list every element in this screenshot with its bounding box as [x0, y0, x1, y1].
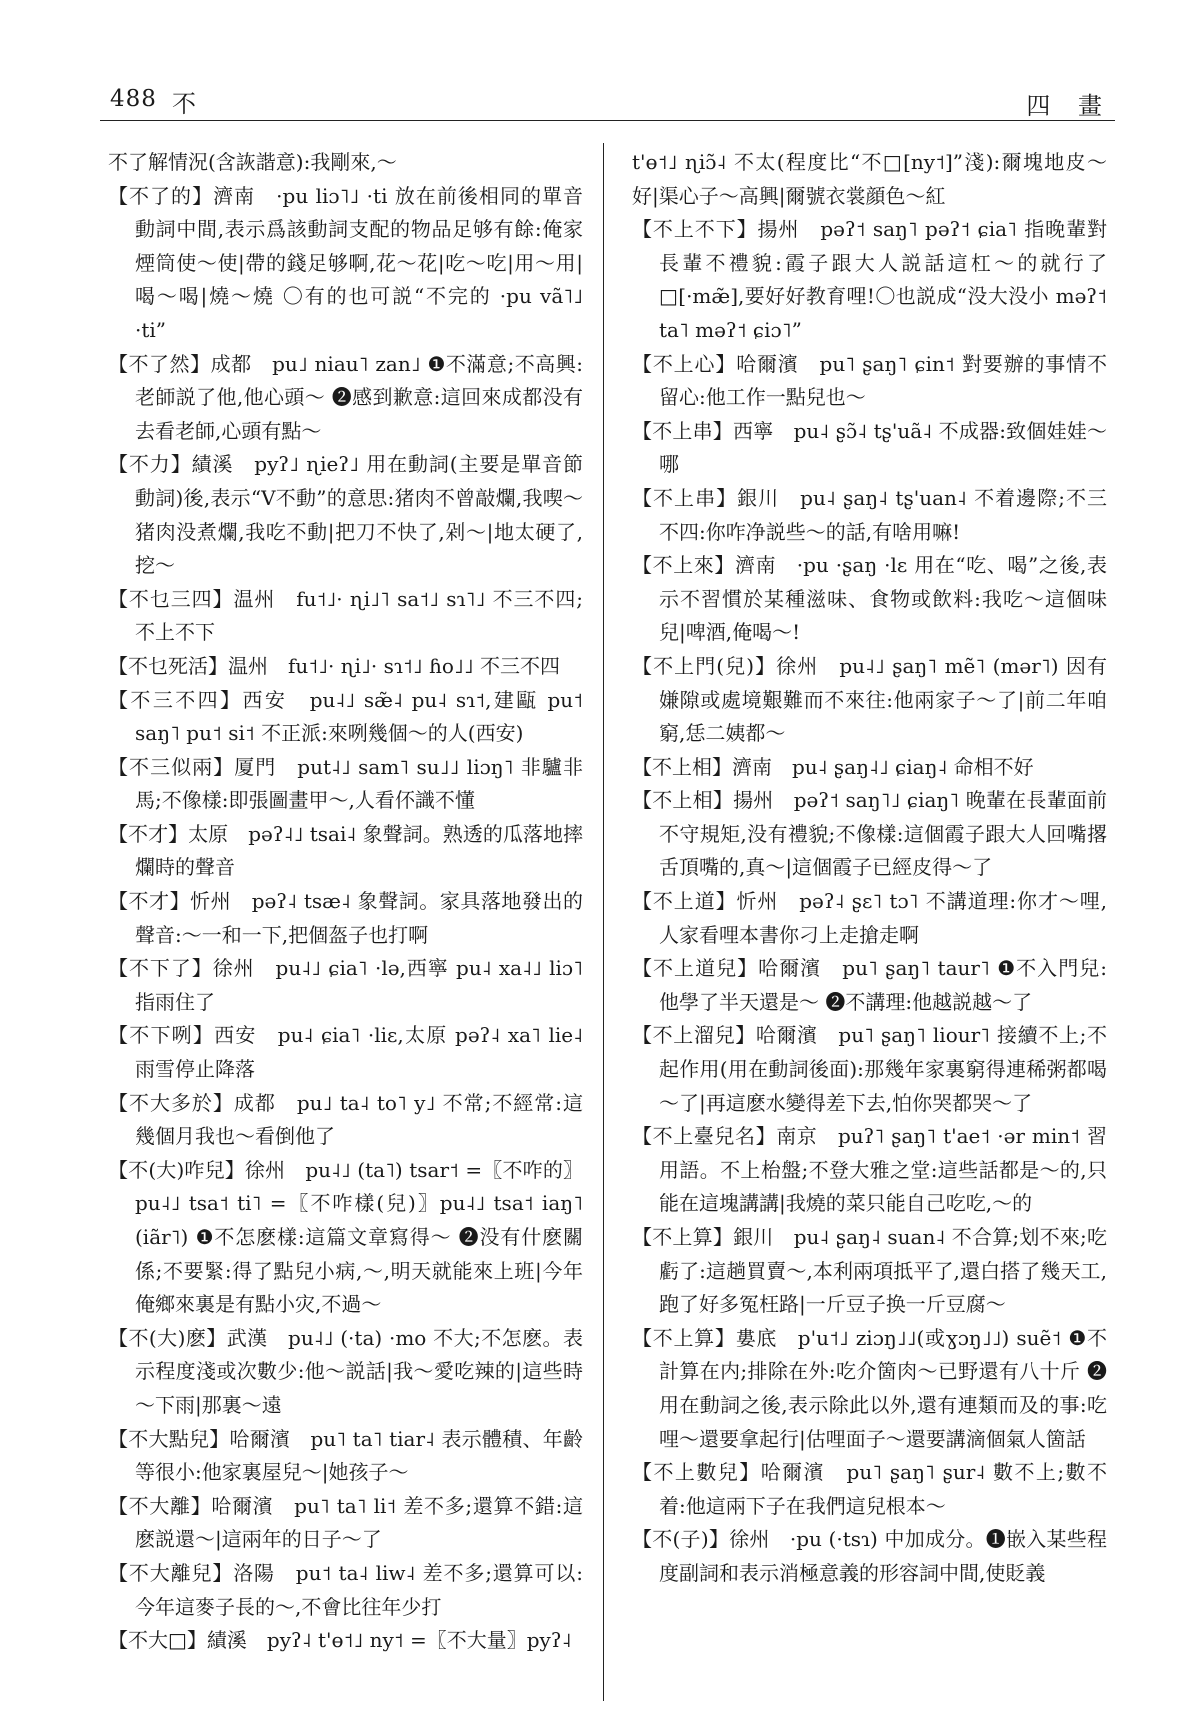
entry: 【不三似兩】厦門 put˨˩ sam˥ su˩˩ liɔŋ˥ 非驢非馬;不像樣:即張圖畫甲～,人看伓識不懂: [108, 754, 583, 813]
right-column: [632, 146, 1107, 1591]
entry: 【不大多於】成都 pu˩ ta˨ to˥ y˩ 不常;不經常:這幾個月我也～看倒他了: [108, 1090, 583, 1149]
entry: t'ɵ˦˩ ɳiɔ̃˨ 不太(程度比“不□[ny˦]”淺):爾塊地皮～好|渠心子～高興|爾號衣裳顔色～紅: [632, 150, 1107, 208]
entry: 【不上相】揚州 pəʔ˦ saŋ˥˩ ɕiaŋ˥ 晚輩在長輩面前不守規矩,没有禮貌;不像樣:這個霞子跟大人回嘴撂舌頂嘴的,真～|這個霞子已經皮得～了: [632, 788, 1107, 880]
entry: 【不上臺兒名】南京 puʔ˥ ʂaŋ˥ t'ae˦ ·ər min˦ 習用語。不上枱盤;不登大雅之堂:這些話都是～的,只能在這塊講講|我燒的菜只能自己吃吃,～的: [632, 1124, 1107, 1216]
entry: 【不上道】忻州 pəʔ˨ ʂɛ˥ tɔ˥ 不講道理:你才～哩,人家看哩本書你刁上走搶走啊: [632, 889, 1107, 947]
entry: 【不上心】哈爾濱 pu˥ ʂaŋ˥ ɕin˦ 對要辦的事情不留心:他工作一點兒也～: [632, 351, 1107, 410]
entry: 【不大離】哈爾濱 pu˥ ta˥ li˦ 差不多;還算不錯:這麽説還～|這兩年的日子～了: [108, 1493, 583, 1552]
entry: 【不(子)】徐州 ·pu (·tsɿ) 中加成分。❶嵌入某些程度副詞和表示消極意義的形容詞中間,使貶義: [632, 1527, 1107, 1585]
entry: 【不上來】濟南 ·pu ·ʂaŋ ·lɛ 用在“吃、喝”之後,表示不習慣於某種滋味、食物或飲料:我吃～這個味兒|啤酒,俺喝～!: [632, 553, 1107, 645]
entry: 【不乜三四】温州 fu˦˩· ɳi˩˥ sa˦˩ sɿ˥˩ 不三不四;不上不下: [108, 586, 583, 645]
entry: 【不上串】西寧 pu˨ ʂɔ̃˨ tʂ'uã˨ 不成器:致個娃娃～哪: [632, 418, 1107, 477]
entry: 不了解情況(含詼諧意):我剛來,～: [108, 150, 397, 174]
entry: 【不才】忻州 pəʔ˨ tsæ˨ 象聲詞。家具落地發出的聲音:～一和一下,把個盔子也打啊: [108, 889, 583, 947]
entry: 【不上相】濟南 pu˨ ʂaŋ˨˩ ɕiaŋ˨ 命相不好: [632, 754, 1034, 779]
entry: 【不上道兒】哈爾濱 pu˥ ʂaŋ˥ taur˥ ❶不入門兒:他學了半天還是～ ❷不講理:他越説越～了: [632, 956, 1107, 1014]
entry: 【不了然】成都 pu˩ niau˥ zan˩ ❶不滿意;不高興:老師説了他,他心頭～ ❷感到歉意:這回來成都没有去看老師,心頭有點～: [108, 351, 583, 443]
left-column: [108, 146, 583, 1658]
entry: 【不(大)咋兒】徐州 pu˨˩ (ta˥) tsar˦ =〖不咋的〗pu˨˩ tsa˦ ti˥ =〖不咋樣(兒)〗pu˨˩ tsa˦ iaŋ˥ (iãr˥) ❶不怎麽樣:這篇文章寫得～ ❷没有什麽關係;不要緊:得了點兒小病,～,明天就能來上班|今年俺鄉來裏是有點小灾,不過～: [108, 1157, 583, 1317]
entry: 【不力】績溪 pyʔ˩ ɳieʔ˩ 用在動詞(主要是單音節動詞)後,表示“V不動”的意思:猪肉不曾敲爛,我喫～猪肉没煮爛,我吃不動|把刀不快了,剁～|地太硬了,挖～: [108, 452, 583, 578]
entry: 【不大□】績溪 pyʔ˨ t'ɵ˦˩ ny˦ =〖不大量〗pyʔ˨: [108, 1628, 572, 1653]
entry: 【不下咧】西安 pu˨ ɕia˥ ·liɛ,太原 pəʔ˨ xa˥ lie˨ 雨雪停止降落: [108, 1023, 583, 1082]
section-label: 四 畫: [1026, 92, 1112, 120]
entry: 【不上算】婁底 p'u˦˩ ziɔŋ˩˩(或ɣɔŋ˩˩) suẽ˦ ❶不計算在内;排除在外:吃介箇肉～已野還有八十斤 ❷用在動詞之後,表示除此以外,還有連類而及的事:吃哩～還要拿起行|估哩面子～還要講滴個氣人箇話: [632, 1325, 1107, 1451]
entry: 【不三不四】西安 pu˨˩ sæ̃˨ pu˨ sɿ˦,建甌 pu˦ saŋ˥ pu˦ si˦ 不正派:來咧幾個～的人(西安): [108, 687, 583, 746]
entry: 【不上數兒】哈爾濱 pu˥ ʂaŋ˥ ʂur˨ 數不上;數不着:他這兩下子在我們這兒根本～: [632, 1460, 1107, 1518]
entry: 【不上門(兒)】徐州 pu˨˩ ʂaŋ˥ mẽ˥ (mər˥) 因有嫌隙或處境艱難而不來往:他兩家子～了|前二年咱窮,恁二姨都～: [632, 653, 1107, 746]
entry: 【不下了】徐州 pu˨˩ ɕia˥ ·lə,西寧 pu˨ xa˨˩ liɔ˥ 指雨住了: [108, 956, 583, 1014]
entry: 【不上算】銀川 pu˨ ʂaŋ˨ suan˨ 不合算;划不來;吃虧了:這趟買賣～,本利兩項抵平了,還白搭了幾天工,跑了好多冤枉路|一斤豆子换一斤豆腐～: [632, 1225, 1107, 1317]
column-separator: [603, 143, 604, 1701]
entry: 【不大離兒】洛陽 pu˦ ta˨ liw˨ 差不多;還算可以:今年這麥子長的～,不會比往年少打: [108, 1560, 583, 1619]
page-header: [110, 86, 1112, 124]
page-number: 488: [110, 86, 157, 112]
entry: 【不大點兒】哈爾濱 pu˥ ta˥ tiar˨ 表示體積、年齡等很小:他家裏屋兒～|她孩子～: [108, 1426, 583, 1485]
entry: 【不上溜兒】哈爾濱 pu˥ ʂaŋ˥ liour˥ 接續不上;不起作用(用在動詞後面):那幾年家裏窮得連稀粥都喝～了|再這麽水變得差下去,怕你哭都哭～了: [632, 1023, 1107, 1115]
entry: 【不乜死活】温州 fu˦˩· ɳi˩· sɿ˦˩ ɦo˩˩ 不三不四: [108, 653, 560, 678]
entry: 【不上不下】揚州 pəʔ˦ saŋ˥ pəʔ˦ ɕia˥ 指晚輩對長輩不禮貌:霞子跟大人説話這杠～的就行了□[·mæ̃],要好好教育哩!〇也説成“没大没小 məʔ˦ ta˥ məʔ˦ ɕiɔ˥”: [632, 217, 1107, 342]
head-character: 不: [172, 90, 196, 118]
entry: 【不(大)麽】武漢 pu˨˩ (·ta) ·mo 不大;不怎麽。表示程度淺或次數少:他～説話|我～愛吃辣的|這些時～下雨|那裏～遠: [108, 1325, 583, 1417]
entry: 【不才】太原 pəʔ˨˩ tsai˨ 象聲詞。熟透的瓜落地摔爛時的聲音: [108, 821, 583, 880]
header-rule: [100, 120, 1115, 121]
entry: 【不了的】濟南 ·pu liɔ˥˩ ·ti 放在前後相同的單音動詞中間,表示爲該動詞支配的物品足够有餘:俺家煙筒使～使|帶的錢足够啊,花～花|吃～吃|用～用|喝～喝|燒～燒 〇有的也可説“不完的 ·pu vã˥˩ ·ti”: [108, 183, 583, 342]
entry: 【不上串】銀川 pu˨ ʂaŋ˨ tʂ'uan˨ 不着邊際;不三不四:你咋净説些～的話,有啥用嘛!: [632, 485, 1107, 544]
